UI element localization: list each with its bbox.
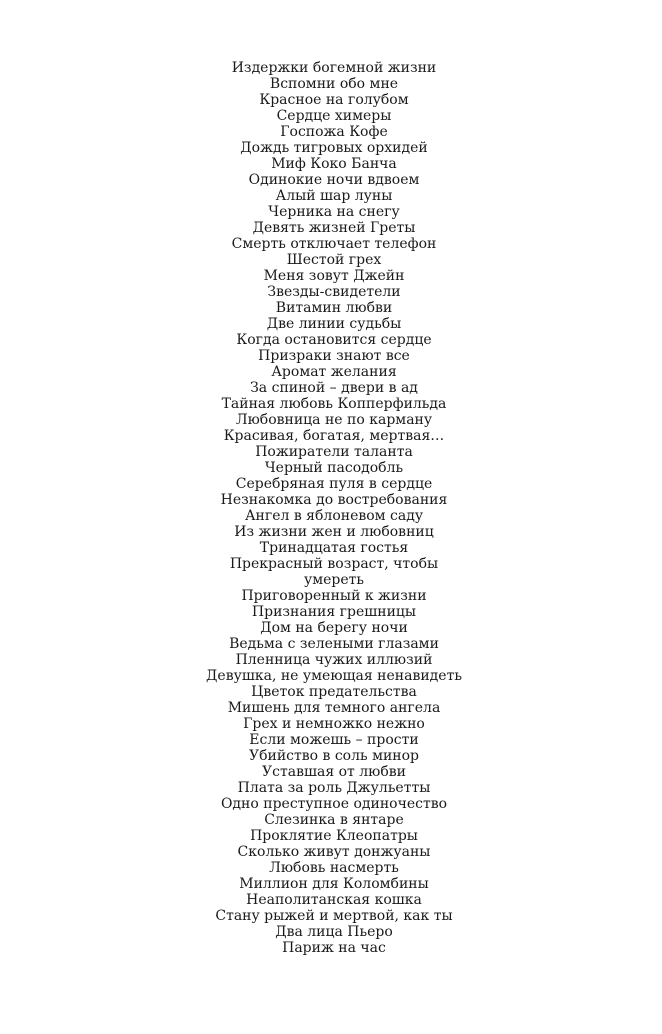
book-title-line: Серебряная пуля в сердце (235, 476, 433, 492)
book-title-line: Тринадцатая гостья (259, 540, 409, 556)
book-title-line: Девять жизней Греты (252, 220, 416, 236)
book-title-line: Слезинка в янтаре (264, 812, 404, 828)
book-title-line: Девушка, не умеющая ненавидеть (206, 668, 462, 684)
book-title-line: Уставшая от любви (262, 764, 406, 780)
book-title-line: Цветок предательства (251, 684, 417, 700)
book-title-line: Когда остановится сердце (236, 332, 432, 348)
book-title-line: Ангел в яблоневом саду (244, 508, 424, 524)
book-title-line: Алый шар луны (275, 188, 393, 204)
book-title-line: Пленница чужих иллюзий (235, 652, 433, 668)
book-title-line: Пожиратели таланта (255, 444, 413, 460)
book-title-line: Миф Коко Банча (271, 156, 397, 172)
book-title-line: Париж на час (282, 940, 386, 956)
book-title-line: Красивая, богатая, мертвая… (223, 428, 445, 444)
book-title-line: Сколько живут донжуаны (237, 844, 431, 860)
book-title-line: Одно преступное одиночество (220, 796, 448, 812)
book-title-line: Стану рыжей и мертвой, как ты (215, 908, 453, 924)
book-title-line: Дождь тигровых орхидей (240, 140, 428, 156)
book-title-line: Незнакомка до востребования (220, 492, 448, 508)
book-title-line: Из жизни жен и любовниц (234, 524, 434, 540)
book-title-line: Одинокие ночи вдвоем (248, 172, 420, 188)
book-title-line: Прекрасный возраст, чтобы (229, 556, 439, 572)
book-title-line: Меня зовут Джейн (263, 268, 405, 284)
book-title-line: Плата за роль Джульетты (237, 780, 431, 796)
book-title-line: Два лица Пьеро (275, 924, 393, 940)
book-title-line: умереть (303, 572, 365, 588)
book-title-line: Дом на берегу ночи (260, 620, 408, 636)
book-title-line: Ведьма с зелеными глазами (229, 636, 439, 652)
book-title-line: Если можешь – прости (249, 732, 419, 748)
book-title-line: Миллион для Коломбины (239, 876, 429, 892)
book-title-line: Неаполитанская кошка (246, 892, 422, 908)
book-title-line: Грех и немножко нежно (243, 716, 425, 732)
book-title-line: Госпожа Кофе (280, 124, 388, 140)
book-title-line: За спиной – двери в ад (250, 380, 418, 396)
book-title-list (0, 60, 662, 956)
book-title-line: Две линии судьбы (266, 316, 402, 332)
book-title-line: Черный пасодобль (264, 460, 404, 476)
book-title-line: Мишень для темного ангела (227, 700, 441, 716)
book-title-line: Аромат желания (271, 364, 397, 380)
book-title-line: Черника на снегу (268, 204, 400, 220)
book-title-line: Смерть отключает телефон (231, 236, 437, 252)
book-title-line: Звезды-свидетели (267, 284, 401, 300)
book-title-line: Тайная любовь Копперфильда (221, 396, 447, 412)
book-title-line: Призраки знают все (258, 348, 410, 364)
book-title-line: Сердце химеры (276, 108, 392, 124)
book-title-line: Шестой грех (286, 252, 382, 268)
book-title-line: Витамин любви (275, 300, 393, 316)
book-title-line: Приговоренный к жизни (241, 588, 427, 604)
book-title-line: Убийство в соль минор (248, 748, 420, 764)
book-title-line: Проклятие Клеопатры (250, 828, 418, 844)
book-title-line: Любовь насмерть (269, 860, 399, 876)
book-title-line: Красное на голубом (259, 92, 409, 108)
book-title-line: Любовница не по карману (235, 412, 433, 428)
book-title-line: Вспомни обо мне (269, 76, 399, 92)
book-title-line: Признания грешницы (251, 604, 417, 620)
book-title-line: Издержки богемной жизни (231, 60, 437, 76)
